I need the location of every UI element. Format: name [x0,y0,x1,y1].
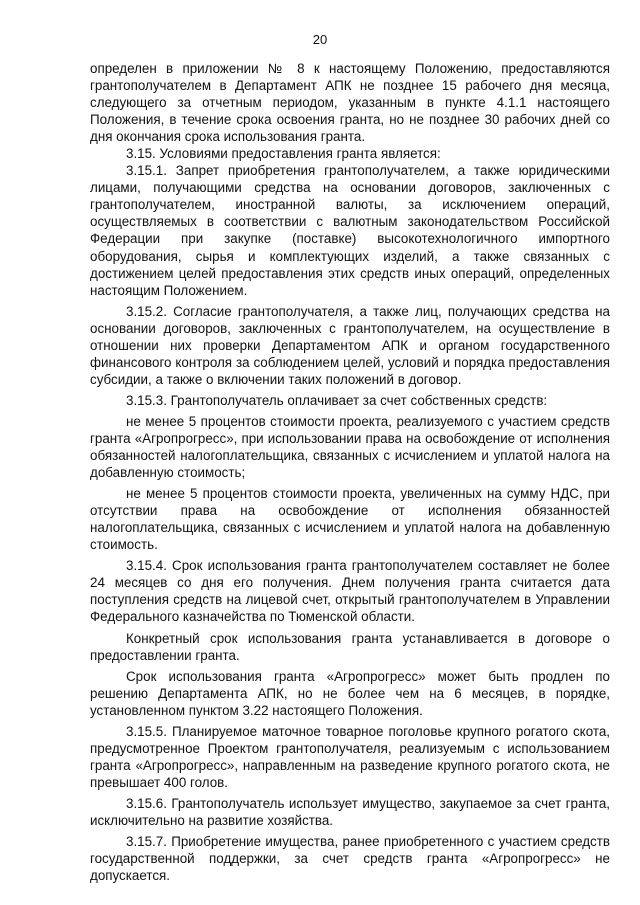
paragraph-3-15-4-term: Конкретный срок использования гранта устанавливается в договоре о предоставлении гранта. [90,630,610,663]
paragraph-3-15-5: 3.15.5. Планируемое маточное товарное поголовье крупного рогатого скота, предусмотренное Проектом грантополучателя, реализуемым с использованием гранта «Агропрогресс», направленным на разведение крупного рогатого скота, не превышает 400 голов. [90,723,610,790]
paragraph-3-15-1: 3.15.1. Запрет приобретения грантополучателем, а также юридическими лицами, получающими средства на основании договоров, заключенных с грантополучателем, иностранной валюты, за исключением операций, осуществляемых в соответствии с валютным законодательством Российской Федерации при закупке (поставке) высокотехнологичного импортного оборудования, сырья и комплектующих изделий, а также связанных с достижением целей предоставления этих средств иных операций, определенных настоящим Положением. [90,163,610,298]
paragraph-3-15-4: 3.15.4. Срок использования гранта грантополучателем составляет не более 24 месяцев со дня его получения. Днем получения гранта считается дата поступления средств на лицевой счет, открытый грантополучателем в Управлении Федерального казначейства по Тюменской области. [90,558,610,625]
paragraph-3-15-3: 3.15.3. Грантополучатель оплачивает за счет собственных средств: [126,392,548,408]
paragraph-3-15-4-extension: Срок использования гранта «Агропрогресс» может быть продлен по решению Департамента АПК, но не более чем на 6 месяцев, в порядке, установленном пунктом 3.22 настоящего Положения. [90,668,610,718]
paragraph-3-15-2: 3.15.2. Согласие грантополучателя, а также лиц, получающих средства на основании договоров, заключенных с грантополучателем, на осуществление в отношении них проверки Департаментом АПК и органом государственного финансового контроля за соблюдением целей, условий и порядка предоставления субсидии, а также о включении таких положений в договор. [90,303,610,387]
document-body [90,60,610,884]
paragraph-3-15-3-item-2: не менее 5 процентов стоимости проекта, увеличенных на сумму НДС, при отсутствии права на освобождение от исполнения обязанностей налогоплательщика, связанных с исчислением и уплатой налога на добавленную стоимость. [90,486,610,553]
paragraph-3-15-7: 3.15.7. Приобретение имущества, ранее приобретенного с участием средств государственной поддержки, за счет средств гранта «Агропрогресс» не допускается. [90,834,610,884]
paragraph-3-15-3-item-1: не менее 5 процентов стоимости проекта, реализуемого с участием средств гранта «Агропрогресс», при использовании права на освобождение от исполнения обязанностей налогоплательщика, связанных с исчислением и уплатой налога на добавленную стоимость; [90,413,610,481]
paragraph-3-15-6: 3.15.6. Грантополучатель использует имущество, закупаемое за счет гранта, исключительно на развитие хозяйства. [90,795,610,828]
page-number: 20 [312,32,328,47]
paragraph-continuation: определен в приложении № 8 к настоящему Положению, предоставляются грантополучателем в Департамент АПК не позднее 15 рабочего дня месяца, следующего за отчетным периодом, указанным в пункте 4.1.1 настоящего Положения, в течение срока освоения гранта, но не позднее 30 рабочих дней со дня окончания срока использования гранта. [90,61,610,145]
paragraph-3-15: 3.15. Условиями предоставления гранта является: [126,146,441,162]
